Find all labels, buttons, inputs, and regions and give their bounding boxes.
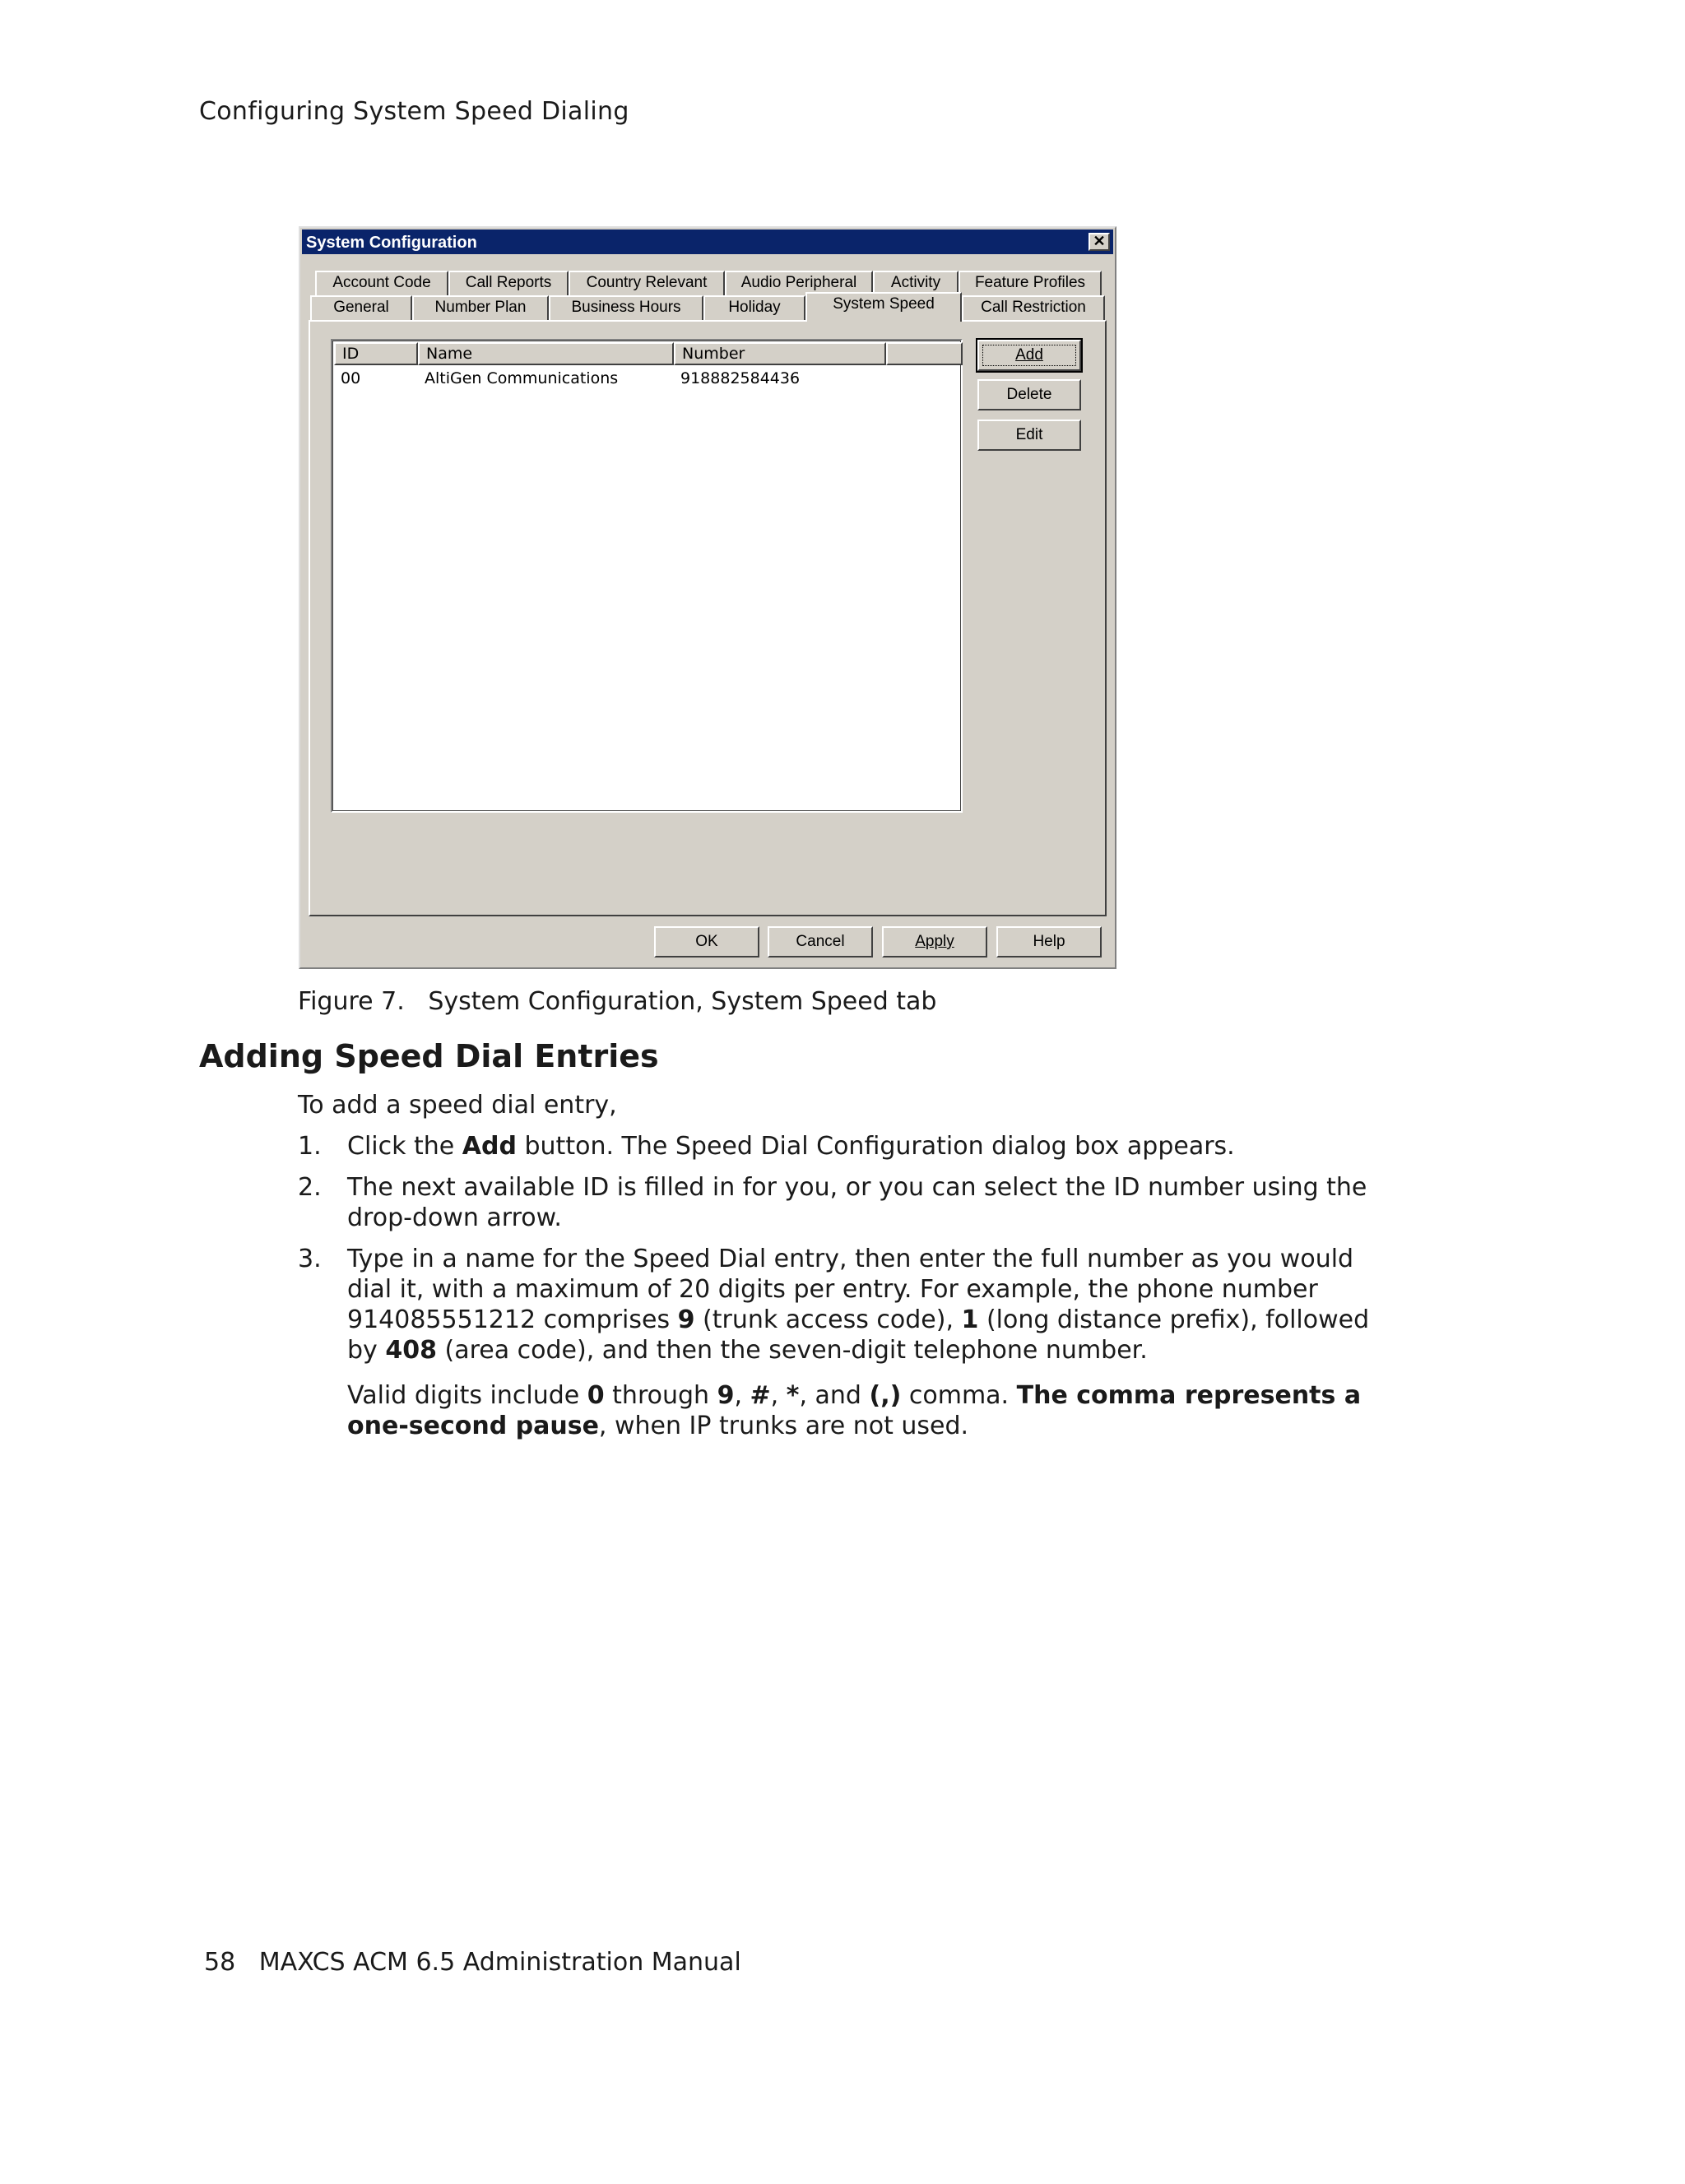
tab-activity[interactable]: Activity [873,271,959,295]
step-number-2: 2. [298,1173,322,1202]
manual-title: MAXCS ACM 6.5 Administration Manual [258,1948,741,1977]
title-bar [302,230,1113,254]
cancel-button[interactable]: Cancel [768,926,873,958]
tab-general[interactable]: General [310,295,412,320]
help-button[interactable]: Help [996,926,1102,958]
row-number: 918882584436 [680,369,801,387]
step-number-1: 1. [298,1132,322,1161]
section-heading: Adding Speed Dial Entries [199,1038,659,1074]
step-text-3: Type in a name for the Speed Dial entry, then enter the full number as you would dial it, with a maximum of 20 digits per entry. For example, the phone number 914085551212 comprises 9 (trunk access code), 1 (long distance prefix), followed by 408 (area code), and then the seven-digit telephone number. [347,1245,1370,1365]
figure-caption: Figure 7. System Configuration, System Speed tab [298,987,937,1016]
step-number-3: 3. [298,1245,322,1273]
tab-business-hours[interactable]: Business Hours [549,295,703,320]
delete-button[interactable]: Delete [977,379,1081,410]
tab-account-code[interactable]: Account Code [315,271,448,295]
column-header-empty [886,342,963,365]
list-header [334,342,959,365]
column-header-number[interactable]: Number [674,342,886,365]
edit-button[interactable]: Edit [977,420,1081,451]
column-header-name[interactable]: Name [418,342,674,365]
row-name: AltiGen Communications [425,369,619,387]
dialog-title: System Configuration [306,234,477,252]
page-number: 58 [204,1948,236,1977]
running-header: Configuring System Speed Dialing [199,97,629,126]
valid-digits-note: Valid digits include 0 through 9, #, *, and (,) comma. The comma represents a one-second pause, when IP trunks are not used. [347,1381,1362,1440]
add-button-label: Add [1015,346,1043,364]
add-button[interactable] [977,340,1081,371]
intro-text: To add a speed dial entry, [298,1091,617,1120]
tab-system-speed[interactable]: System Speed [805,292,962,322]
tab-holiday[interactable]: Holiday [703,295,805,320]
apply-button[interactable]: Apply [882,926,987,958]
list-row[interactable] [334,367,959,390]
tab-call-reports[interactable]: Call Reports [448,271,569,295]
tab-audio-peripheral[interactable]: Audio Peripheral [725,271,873,295]
ok-button[interactable]: OK [654,926,759,958]
page-footer [204,1948,741,1977]
step-text-2: The next available ID is filled in for you, or you can select the ID number using the drop-down arrow. [347,1173,1367,1232]
column-header-id[interactable]: ID [334,342,418,365]
tab-feature-profiles[interactable]: Feature Profiles [959,271,1102,295]
tab-call-restriction[interactable]: Call Restriction [962,295,1105,320]
tab-number-plan[interactable]: Number Plan [412,295,549,320]
step-text-1: Click the Add button. The Speed Dial Configuration dialog box appears. [347,1132,1235,1161]
speed-dial-list[interactable] [331,339,963,813]
focus-rect [982,345,1076,366]
close-icon[interactable]: ✕ [1089,233,1110,251]
tab-country-relevant[interactable]: Country Relevant [569,271,725,295]
row-id: 00 [341,369,361,387]
